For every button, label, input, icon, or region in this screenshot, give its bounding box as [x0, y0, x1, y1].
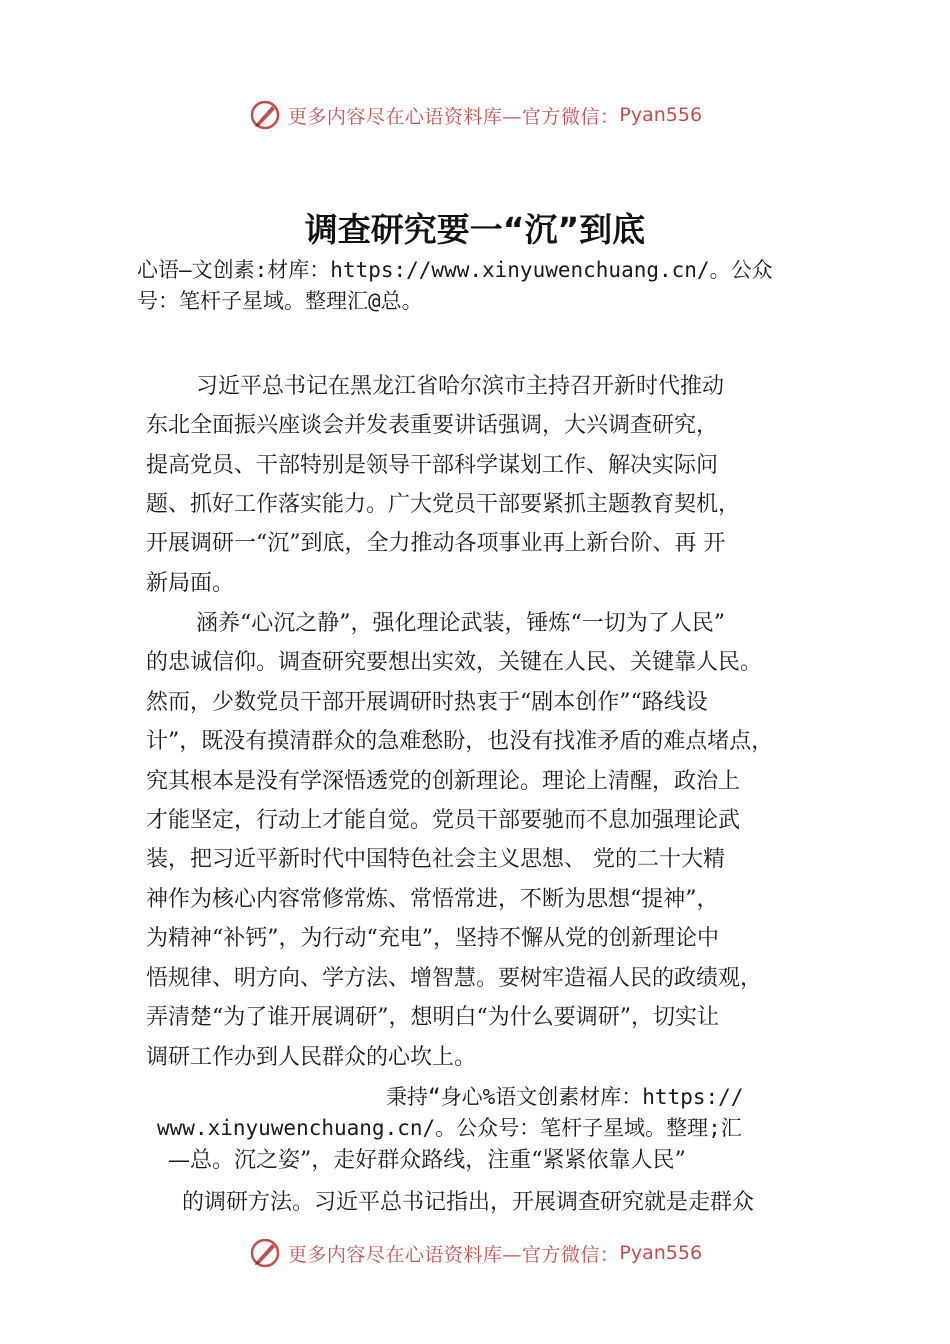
paragraph-line: 秉持“身心%语文创素材库：https://: [386, 1085, 744, 1109]
paragraph-line: 装，把习近平新时代中国特色社会主义思想、 党的二十大精: [146, 847, 725, 872]
meta-line: 号：笔杆子星域。整理汇@总。: [137, 289, 423, 313]
paragraph-line: www.xinyuwenchuang.cn/。公众号：笔杆子星域。整理;汇: [157, 1116, 742, 1140]
paragraph-line: 计”，既没有摸清群众的急难愁盼，也没有找准矛盾的难点堵点，: [146, 729, 774, 754]
paragraph-line: 东北全面振兴座谈会并发表重要讲话强调，大兴调查研究，: [146, 413, 719, 438]
meta-line: 心语—文创素:材库：https://www.xinyuwenchuang.cn/。公众: [137, 258, 773, 282]
paragraph-line: 开展调研一“沉”到底，全力推动各项事业再上新台阶、再 开: [146, 531, 726, 556]
document-title: 调查研究要一“沉”到底: [304, 210, 646, 249]
paragraph-line: 悟规律、明方向、学方法、增智慧。要树牢造福人民的政绩观，: [146, 966, 763, 991]
paragraph-line: 调研工作办到人民群众的心坎上。: [146, 1045, 477, 1070]
paragraph-line: 才能坚定，行动上才能自觉。党员干部要驰而不息加强理论武: [146, 808, 741, 833]
paragraph-line: 究其根本是没有学深悟透党的创新理论。理论上清醒，政治上: [146, 769, 741, 794]
paragraph-line: 然而，少数党员干部开展调研时热衷于“剧本创作”“路线设: [146, 690, 708, 715]
footer-banner: [0, 1233, 950, 1273]
banner-text: 更多内容尽在心语资料库—官方微信：: [287, 105, 620, 128]
paragraph-line: 涵养“心沉之静”，强化理论武装，锤炼“一切为了人民”: [196, 611, 725, 636]
paragraph-line: 提高党员、干部特别是领导干部科学谋划工作、解决实际问: [146, 453, 719, 478]
paragraph-line: 为精神“补钙”，为行动“充电”，坚持不懈从党的创新理论中: [146, 926, 719, 951]
paragraph-line: 新局面。: [146, 571, 235, 596]
wechat-id: Pyan556: [619, 1242, 703, 1264]
wechat-id: Pyan556: [619, 104, 703, 126]
pen-logo-icon: [248, 1236, 282, 1270]
banner-text: 更多内容尽在心语资料库—官方微信：: [287, 1243, 620, 1266]
paragraph-line: 的忠诚信仰。调查研究要想出实效，关键在人民、关键靠人民。: [146, 650, 763, 675]
paragraph-line: 题、抓好工作落实能力。广大党员干部要紧抓主题教育契机，: [146, 492, 741, 517]
paragraph-line: —总。沉之姿”，走好群众路线，注重“紧紧依靠人民”: [168, 1148, 686, 1173]
paragraph-line: 习近平总书记在黑龙江省哈尔滨市主持召开新时代推动: [196, 374, 725, 399]
paragraph-line: 神作为核心内容常修常炼、常悟常进，不断为思想“提神”，: [146, 887, 719, 912]
pen-logo-icon: [248, 98, 282, 132]
paragraph-line: 弄清楚“为了谁开展调研”，想明白“为什么要调研”，切实让: [146, 1005, 719, 1030]
paragraph-line: 的调研方法。习近平总书记指出，开展调查研究就是走群众: [182, 1190, 755, 1215]
header-banner: [0, 95, 950, 135]
